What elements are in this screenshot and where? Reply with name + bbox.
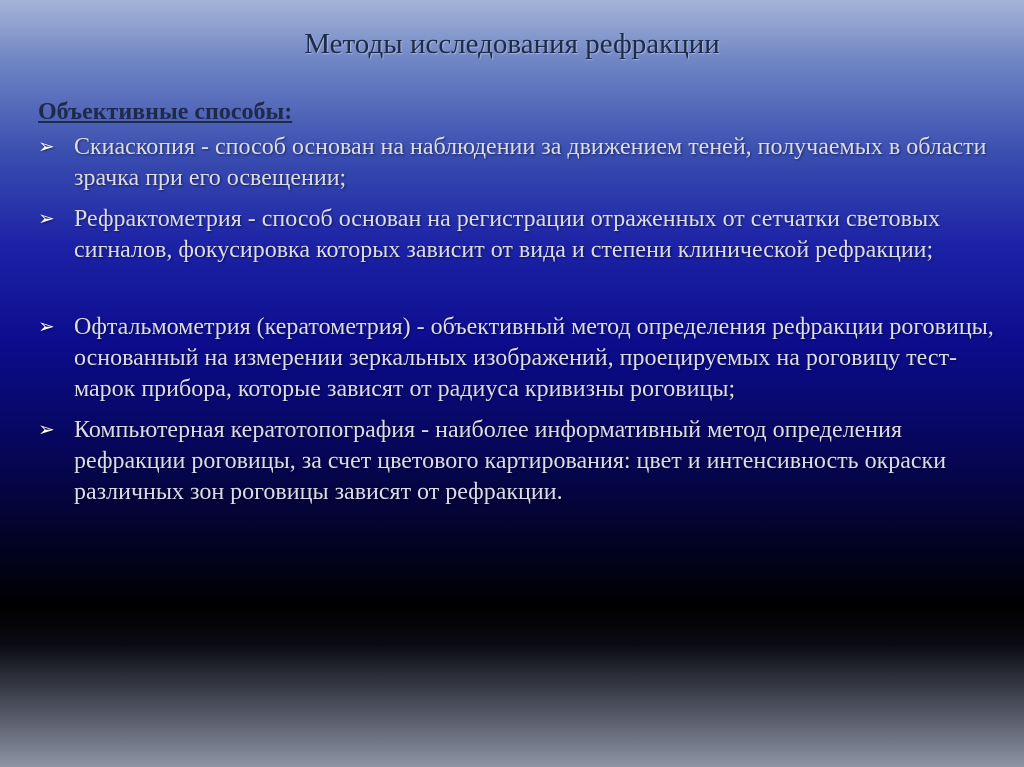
list-item-text: Скиаскопия - способ основан на наблюдении за движением теней, получаемых в области зрачка при его освещении; xyxy=(74,134,987,191)
list-item xyxy=(38,132,998,194)
slide-content xyxy=(38,97,998,518)
section-heading: Объективные способы: xyxy=(38,99,293,125)
arrow-bullet-icon: ➢ xyxy=(38,419,55,441)
list-item-text: Компьютерная кератотопография - наиболее информативный метод определения рефракции роговицы, за счет цветового картирования: цвет и интенсивность окраски различных зон роговицы зависят от рефракции. xyxy=(74,417,947,505)
arrow-bullet-icon: ➢ xyxy=(38,136,55,158)
list-item-text: Офтальмометрия (кератометрия) - объективный метод определения рефракции роговицы, основанный на измерении зеркальных изображений, проецируемых на роговицу тест-марок прибора, которые зависят от радиуса кривизны роговицы; xyxy=(74,314,994,402)
slide-title: Методы исследования рефракции xyxy=(304,28,720,60)
list-item xyxy=(38,312,998,405)
arrow-bullet-icon: ➢ xyxy=(38,208,55,230)
list-item xyxy=(38,415,998,508)
bullet-list xyxy=(38,132,998,508)
list-item-text: Рефрактометрия - способ основан на регистрации отраженных от сетчатки световых сигналов, фокусировка которых зависит от вида и степени клинической рефракции; xyxy=(74,206,941,263)
arrow-bullet-icon: ➢ xyxy=(38,316,55,338)
list-item xyxy=(38,204,998,266)
